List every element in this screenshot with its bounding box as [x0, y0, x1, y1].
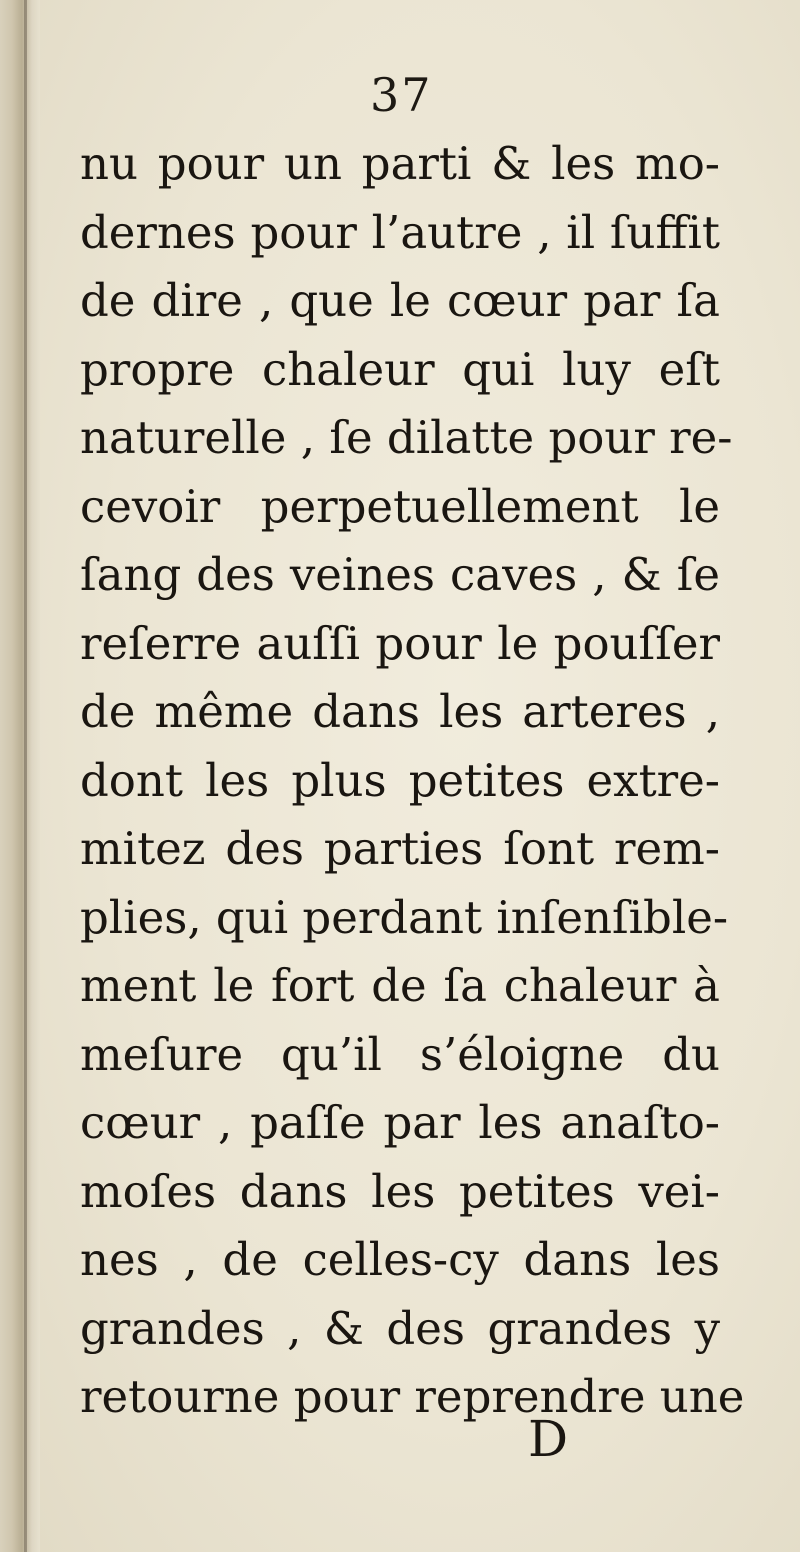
text-line: propre chaleur qui luy eſt	[80, 342, 720, 396]
text-line: reſerre auſſi pour le pouſſer	[80, 616, 720, 670]
text-line: plies, qui perdant inſenſible-	[80, 890, 729, 944]
text-line: ment le fort de ſa chaleur à	[80, 959, 720, 1012]
text-line: meſure qu’il s’éloigne du	[80, 1027, 720, 1081]
book-gutter	[0, 0, 40, 1552]
text-line: mitez des parties ſont rem-	[80, 822, 720, 875]
text-line: naturelle , ſe dilatte pour re-	[80, 411, 733, 464]
text-line: cevoir perpetuellement le	[80, 479, 720, 533]
book-page	[40, 0, 800, 1552]
text-line: ſang des veines caves , & ſe	[80, 548, 720, 601]
text-line: grandes , & des grandes y	[80, 1301, 720, 1355]
text-line: de dire , que le cœur par ſa	[80, 274, 720, 327]
text-line: nu pour un parti & les mo-	[80, 137, 720, 190]
body-text	[80, 130, 745, 1432]
signature-mark: D	[528, 1410, 569, 1468]
page-number: 37	[370, 68, 433, 122]
text-line: dont les plus petites extre-	[80, 753, 720, 807]
text-line: moſes dans les petites vei-	[80, 1164, 720, 1218]
text-line: dernes pour l’autre , il ſuffit	[80, 205, 720, 259]
binding-edge	[24, 0, 27, 1552]
text-line: cœur , paſſe par les anaſto-	[80, 1096, 720, 1149]
text-line: retourne pour reprendre une	[80, 1370, 745, 1423]
text-line: de même dans les arteres ,	[80, 685, 720, 738]
text-line: nes , de celles-cy dans les	[80, 1233, 720, 1286]
